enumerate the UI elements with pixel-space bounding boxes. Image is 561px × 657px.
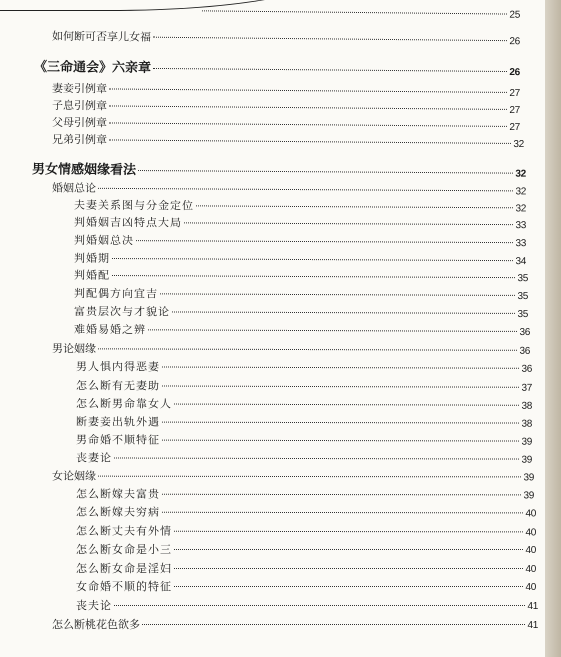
toc-entry (76, 597, 538, 613)
toc-title: 如何断可否享儿女福 (51, 29, 152, 44)
toc-title: 怎么断嫁夫穷病 (75, 505, 161, 519)
toc-entry (52, 616, 538, 632)
toc-page: 40 (525, 527, 537, 539)
toc-title: 《三命通会》六亲章 (33, 59, 152, 76)
toc-page: 39 (521, 454, 533, 466)
toc-page: 40 (525, 564, 536, 575)
toc-page: 39 (523, 472, 535, 484)
toc-page: 26 (509, 67, 521, 79)
toc-title: 子息引例章 (51, 98, 108, 113)
toc-title: 怎么断有无妻助 (75, 379, 161, 393)
toc-title: 夫妻关系图与分金定位 (73, 198, 195, 213)
toc-entry (74, 197, 526, 216)
toc-title: 怎么断女命是淫妇 (76, 562, 172, 575)
toc-page: 27 (509, 87, 521, 100)
toc-page: 38 (521, 418, 533, 430)
toc-page: 36 (519, 345, 531, 357)
toc-entry (76, 413, 532, 430)
toc-title: 断妻妾出轨外遇 (75, 415, 161, 429)
toc-page: 41 (527, 620, 538, 631)
toc-title: 富贵层次与才貌论 (73, 305, 171, 319)
toc-entry (74, 285, 528, 303)
toc-page: 27 (509, 121, 521, 134)
toc-title: 男论姻缘 (51, 342, 97, 356)
toc-title: 怎么断丈夫有外情 (75, 524, 173, 538)
toc-page: 35 (517, 273, 529, 285)
toc-page: 39 (523, 490, 535, 502)
toc-entry (76, 560, 536, 576)
toc-page: 33 (515, 220, 527, 232)
toc-title: 怎么断男命靠女人 (75, 397, 173, 411)
toc-title: 判配偶方向宜吉 (73, 287, 159, 301)
toc-entry (76, 523, 536, 540)
toc-title: 判婚配 (73, 268, 111, 282)
toc-title: 丧夫论 (76, 599, 112, 612)
toc-page: 27 (509, 104, 521, 117)
toc-entry (52, 28, 520, 48)
toc-entry (76, 377, 532, 395)
toc-entry (76, 358, 532, 376)
toc-title: 男命婚不顺特征 (75, 433, 161, 447)
toc-entry (52, 468, 534, 485)
toc-page: 34 (515, 256, 527, 268)
toc-page: 32 (515, 186, 527, 198)
toc-entry (34, 56, 520, 79)
toc-title: 兄弟引例章 (51, 132, 108, 147)
toc-page: 26 (509, 36, 521, 48)
toc-entry (76, 504, 536, 521)
toc-entry (52, 131, 524, 151)
toc-entry (76, 541, 536, 557)
toc-page: 40 (525, 508, 537, 520)
toc-entry (52, 340, 530, 358)
toc-page: 40 (525, 582, 536, 593)
toc-page: 38 (521, 400, 533, 412)
toc-page: 32 (515, 168, 527, 180)
toc-entry (52, 180, 526, 199)
toc-entry (32, 158, 526, 180)
toc-title: 怎么断嫁夫富贵 (75, 487, 161, 501)
toc-title: 判婚期 (73, 251, 111, 266)
toc-entry (74, 214, 526, 232)
book-spine-shadow (545, 0, 561, 657)
toc-page: 35 (517, 290, 529, 302)
toc-title: 丧妻论 (75, 451, 113, 465)
toc-title: 判婚姻总决 (73, 233, 135, 248)
toc-page: 25 (509, 9, 521, 21)
toc-entry (76, 431, 532, 448)
toc-page: 39 (521, 436, 533, 448)
toc-title: 怎么断女命是小三 (76, 543, 172, 556)
toc-title: 男女情感姻缘看法 (31, 162, 137, 179)
toc-title: 怎么断桃花色欲多 (52, 618, 140, 631)
toc-entry (74, 267, 528, 285)
toc-page: 40 (525, 545, 536, 556)
toc-entry (76, 395, 532, 413)
toc-entry (200, 6, 520, 20)
toc-entry (74, 232, 526, 250)
toc-page: 33 (515, 238, 527, 250)
toc-title: 妻妾引例章 (51, 81, 108, 96)
toc-entry (76, 486, 534, 503)
toc-title: 婚姻总论 (51, 181, 97, 195)
toc-page: 32 (515, 203, 527, 215)
toc-title: 男人惧内得恶妻 (75, 360, 161, 374)
toc-entry (74, 321, 530, 339)
toc-entry (74, 303, 528, 321)
toc-title: 女论姻缘 (51, 469, 97, 483)
toc-page: 32 (513, 138, 525, 151)
toc-entry (76, 578, 536, 594)
toc-entry (76, 449, 532, 466)
toc-title: 女命婚不顺的特征 (76, 580, 172, 593)
toc-entry (74, 250, 526, 268)
toc-page: 35 (517, 308, 529, 320)
toc-title: 父母引例章 (51, 115, 108, 130)
toc-page: 37 (521, 382, 533, 394)
toc-title: 难婚易婚之辨 (73, 323, 147, 337)
toc-page: 36 (521, 363, 533, 375)
toc-title: 判婚姻吉凶特点大局 (73, 215, 183, 230)
toc-page: 41 (527, 601, 538, 612)
toc-page: 36 (519, 326, 531, 338)
